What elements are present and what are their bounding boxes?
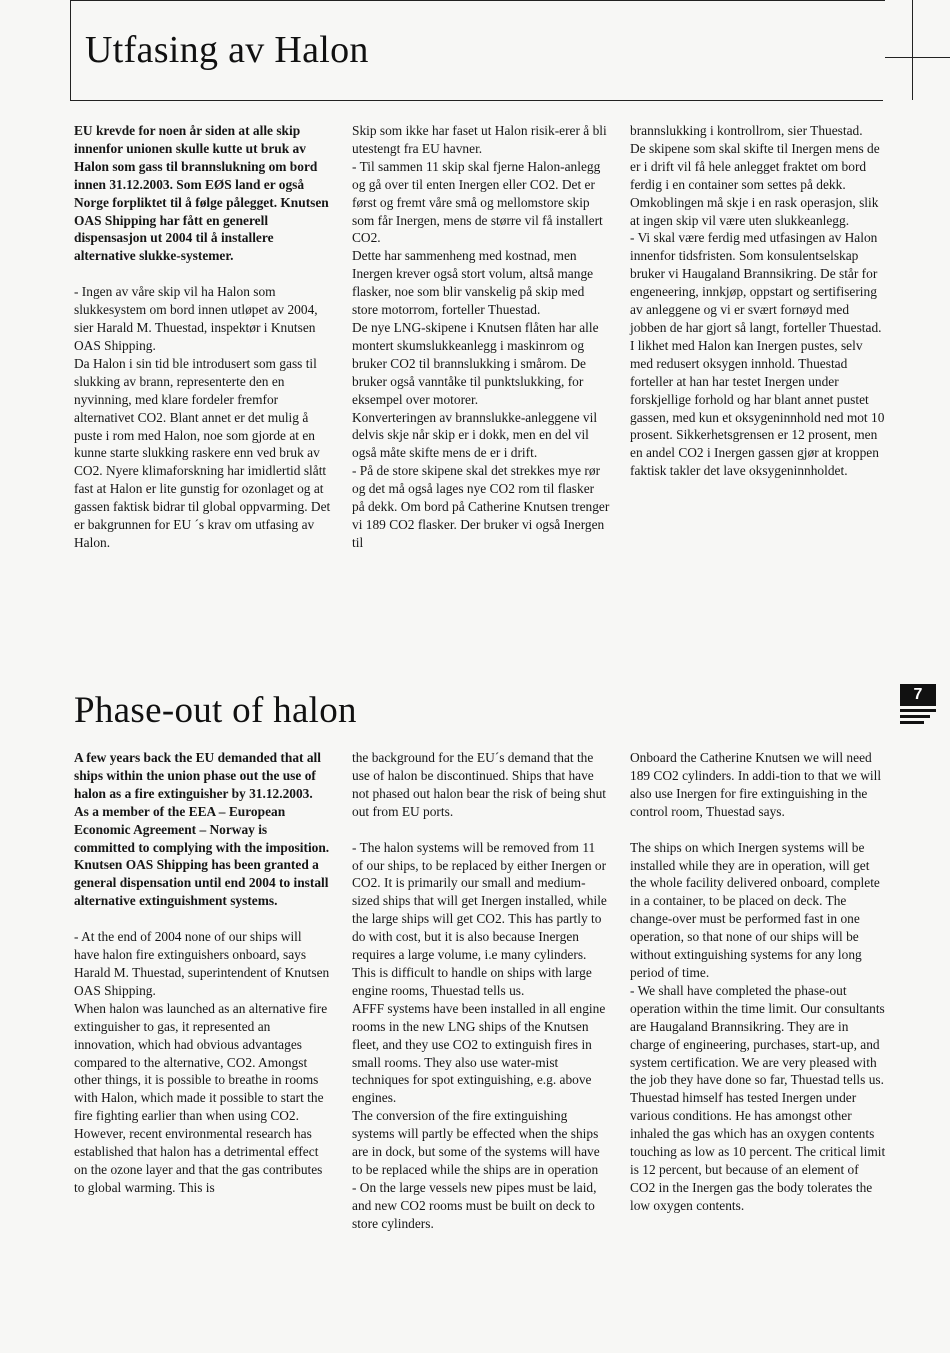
paragraph: Onboard the Catherine Knutsen we will need 189 CO2 cylinders. In addi-tion to that we will also use Inergen for fire extinguishing in the control room, Thuestad says.: [630, 750, 882, 819]
paragraph: The conversion of the fire extinguishing systems will partly be effected when the ships are in dock, but some of the systems will have to be replaced while the ships are in operation: [352, 1108, 600, 1177]
corner-mark-horizontal: [885, 57, 950, 58]
corner-mark-vertical: [912, 0, 913, 100]
norwegian-column-3: [630, 122, 888, 480]
english-column-1: [74, 749, 330, 1197]
norwegian-article-title: Utfasing av Halon: [85, 29, 369, 71]
paragraph: AFFF systems have been installed in all engine rooms in the new LNG ships of the Knutsen fleet, and they use CO2 to extinguish fires in small rooms. They also use water-mist techniques for spot extinguishing, e.g. above engines.: [352, 1000, 606, 1106]
english-column-2: [352, 749, 608, 1233]
page-marker-bar: [900, 709, 936, 712]
english-lead-paragraph: A few years back the EU demanded that all ships within the union phase out the use of halon as a fire extinguisher by 31.12.2003. As a member of the EEA – European Economic Agreement – Norway is committed to complying with the imposition. Knutsen OAS Shipping has been granted a general dispensation until end 2004 to install alternative extinguishment systems.: [74, 750, 330, 909]
paragraph: Da Halon i sin tid ble introdusert som gass til slukking av brann, representerte den en nyvinning, med klare fordeler fremfor alternativet CO2. Blant annet er det mulig å puste i rom med Halon, noe som gjorde at en kunne starte slukking raskere enn ved bruk av CO2. Nyere klimaforskning har imidlertid slått fast at Halon er lite gunstig for ozonlaget og at gassen faktisk bidrar til global oppvarming. Det er bakgrunnen for EU ´s krav om utfasing av Halon.: [74, 355, 331, 550]
paragraph: When halon was launched as an alternative fire extinguisher to gas, it represented an innovation, which had obvious advantages compared to the alternative, CO2. Amongst other things, it is possible to breathe in rooms with Halon, which made it possible to start the fire fighting earlier than when using CO2. However, recent environmental research has established that halon has a detrimental effect on the ozone layer and that the gas contributes to global warming. This is: [74, 1000, 328, 1195]
paragraph: - We shall have completed the phase-out operation within the time limit. Our consultants are Haugaland Brannsikring. They are in charge of engineering, purchases, start-up, and system certification. We are very pleased with the job they have done so far, Thuestad tells us.: [630, 982, 885, 1088]
english-article-title: Phase-out of halon: [74, 690, 357, 731]
norwegian-column-2: [352, 122, 610, 552]
norwegian-column-1: [74, 122, 332, 552]
page-marker-bar: [900, 721, 924, 724]
paragraph: - Vi skal være ferdig med utfasingen av Halon innenfor tidsfristen. Som konsulentselskap bruker vi Haugaland Brannsikring. De står for engeneering, innkjøp, oppstart og sertifisering av anleggene og vi er svært fornøyd med jobben de har gjort så langt, forteller Thuestad.: [630, 230, 882, 335]
paragraph: - The halon systems will be removed from 11 of our ships, to be replaced by either Inergen or CO2. It is primarily our small and medium-sized ships that will get Inergen installed, while the large ships will get CO2. This has partly to do with cost, but it is also because Inergen requires a large volume, i.e many cylinders. This is difficult to handle on ships with large engine rooms, Thuestad tells us.: [352, 839, 607, 998]
top-border-line: [70, 0, 885, 1]
left-border-line: [70, 0, 71, 101]
paragraph: - På de store skipene skal det strekkes mye rør og det må også lages nye CO2 rom til flasker på dekk. Om bord på Catherine Knutsen trenger vi 189 CO2 flasker. Der bruker vi også Inergen til: [352, 463, 610, 550]
paragraph: Skip som ikke har faset ut Halon risik-erer å bli utestengt fra EU havner.: [352, 123, 607, 156]
page-marker-bar: [900, 715, 930, 718]
paragraph: - Ingen av våre skip vil ha Halon som slukkesystem om bord innen utløpet av 2004, sier Harald M. Thuestad, inspektør i Knutsen OAS Shipping.: [74, 284, 318, 353]
paragraph: Dette har sammenheng med kostnad, men Inergen krever også stort volum, altså mange flasker, noe som blir vanskelig på skip med store motorrom, forteller Thuestad.: [352, 248, 594, 318]
english-column-3: [630, 749, 886, 1215]
page-number: 7: [900, 684, 936, 706]
paragraph: the background for the EU´s demand that the use of halon be discontinued. Ships that have not phased out halon bear the risk of being shut out from EU ports.: [352, 750, 606, 819]
paragraph: I likhet med Halon kan Inergen pustes, selv med redusert oksygen innhold. Thuestad forteller at han har testet Inergen under forskjellige forhold og har blant annet pustet gassen, med kun et oksygeninnhold ned mot 10 prosent. Sikkerhetsgrensen er 12 prosent, men en andel CO2 i Inergen gassen gjør at kroppen faktisk takler det lave oksygeninnholdet.: [630, 337, 885, 479]
paragraph: De skipene som skal skifte til Inergen mens de er i drift vil få hele anlegget fraktet om bord ferdig i en container som settes på dekk. Omkoblingen må skje i en rask operasjon, slik at ingen skip vil være uten slukkeanlegg.: [630, 140, 880, 228]
page-number-marker: [900, 684, 940, 726]
paragraph: The ships on which Inergen systems will be installed while they are in operation, will get the whole facility delivered onboard, complete in a container, to be placed on deck. The change-over must be performed fast in one operation, so that none of our ships will be without extinguishing systems for any long period of time.: [630, 839, 880, 980]
norwegian-lead-paragraph: EU krevde for noen år siden at alle skip innenfor unionen skulle kutte ut bruk av Halon som gass til brannslukning om bord innen 31.12.2003. Som EØS land er også Norge forpliktet til å følge pålegget. Knutsen OAS Shipping har fått en generell dispensasjon ut 2004 til å installere alternative slukke-systemer.: [74, 123, 329, 264]
paragraph: Konverteringen av brannslukke-anleggene vil delvis skje når skip er i dokk, men en del vil også måte skifte mens de er i drift.: [352, 409, 598, 461]
paragraph: brannslukking i kontrollrom, sier Thuestad.: [630, 123, 863, 138]
paragraph: - Til sammen 11 skip skal fjerne Halon-anlegg og gå over til enten Inergen eller CO2. Det er først og fremt våre små og mellomstore skip som får Inergen, mens de større vil få installert CO2.: [352, 158, 603, 246]
title-underline-rule: [70, 100, 883, 101]
paragraph: - At the end of 2004 none of our ships will have halon fire extinguishers onboard, says Harald M. Thuestad, superintendent of Knutsen OAS Shipping.: [74, 929, 330, 998]
paragraph: Thuestad himself has tested Inergen under various conditions. He has amongst other inhaled the gas which has an oxygen contents touching as low as 10 percent. The critical limit is 12 percent, but because of an element of CO2 in the Inergen gas the body tolerates the low oxygen contents.: [630, 1090, 886, 1213]
paragraph: De nye LNG-skipene i Knutsen flåten har alle montert skumslukkeanlegg i maskinrom og bruker CO2 til brannslukking i smårom. De bruker også vanntåke til punktslukking, for eksempel over motorer.: [352, 319, 599, 407]
paragraph: - On the large vessels new pipes must be laid, and new CO2 rooms must be built on deck to store cylinders.: [352, 1179, 597, 1231]
